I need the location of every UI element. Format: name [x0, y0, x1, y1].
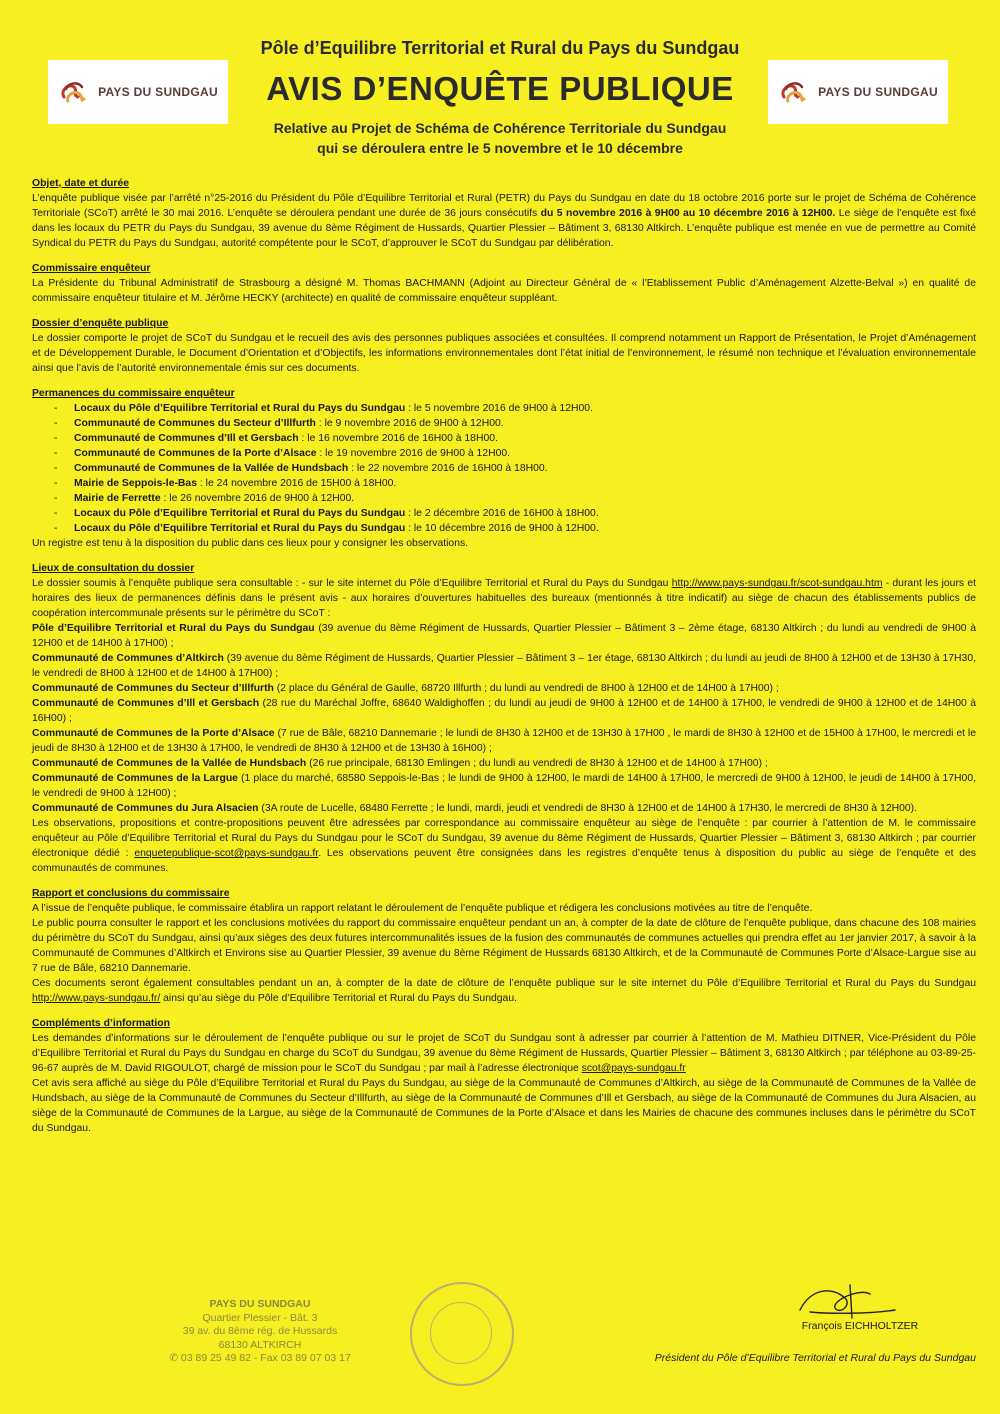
list-item	[54, 401, 976, 416]
permanence-when: : le 16 novembre 2016 de 16H00 à 18H00.	[298, 433, 498, 444]
permanence-place: Communauté de Communes de la Vallée de Hundsbach	[74, 463, 349, 474]
list-item	[32, 696, 976, 726]
signature-icon	[790, 1280, 900, 1320]
rapport-text-1: A l’issue de l’enquête publique, le commissaire établira un rapport relatant le déroulement de l’enquête publique et rédigera les conclusions motivées au titre de l’enquête.	[32, 903, 813, 914]
enquete-email-link[interactable]: enquetepublique-scot@pays-sundgau.fr	[134, 848, 319, 859]
list-item	[32, 756, 976, 771]
list-item	[54, 476, 976, 491]
page-title: AVIS D’ENQUÊTE PUBLIQUE	[266, 70, 734, 107]
signatory-title: Président du Pôle d’Equilibre Territorial et Rural du Pays du Sundgau	[654, 1352, 976, 1364]
section-commissaire-text: La Présidente du Tribunal Administratif de Strasbourg a désigné M. Thomas BACHMANN (Adjoint au Directeur Général de « l’Etablissement Public d’Aménagement Alzette-Belval ») en qualité de commissaire enquêteur titulaire et M. Jérôme HECKY (architecte) en qualité de commissaire enquêteur suppléant.	[32, 278, 976, 304]
scot-email-link[interactable]: scot@pays-sundgau.fr	[581, 1063, 686, 1074]
logo-right-text: PAYS DU SUNDGAU	[818, 85, 938, 99]
place-detail: (39 avenue du 8ème Régiment de Hussards, Quartier Plessier – Bâtiment 3 – 2ème étage, 68130 Altkirch ; du lundi au vendredi de 9H00 à 12H00 et de 14H00 à 17H00) ;	[32, 623, 976, 649]
permanence-when: : le 2 décembre 2016 de 16H00 à 18H00.	[405, 508, 599, 519]
list-item	[32, 651, 976, 681]
observations-text-b: . Les observations peuvent être consignées dans les registres d’enquête tenus à disposition du public au siège de l’enquête et des communautés de communes.	[32, 848, 977, 874]
list-item	[54, 416, 976, 431]
list-item	[54, 521, 976, 536]
objet-text-a: L’enquête publique visée par l’arrêté n°25-2016 du Président du Pôle d’Equilibre Territorial et Rural (PETR) du Pays du Sundgau en date du 18 octobre 2016 porte sur le projet de Schéma de Cohérence Territoriale (SCoT) arrêté le 30 mai 2016. L’enquête se déroulera pendant une durée de 36 jours consécutifs	[32, 193, 976, 219]
list-item	[54, 491, 976, 506]
permanence-place: Mairie de Seppois-le-Bas	[74, 478, 197, 489]
address-stamp	[150, 1298, 370, 1366]
section-dossier-text: Le dossier comporte le projet de SCoT du Sundgau et le recueil des avis des personnes publiques associées et consultées. Il comprend notamment un Rapport de Présentation, le Projet d’Aménagement et de Développement Durable, le Document d’Orientation et d’Objectifs, les informations environnementales dont l’état initial de l’environnement, le résumé non technique et l’évaluation environnementale ainsi que l’avis de l’autorité environnementale émis sur ces documents.	[32, 333, 976, 374]
section-title-commissaire: Commissaire enquêteur	[32, 263, 151, 274]
permanences-list	[32, 401, 976, 536]
place-name: Pôle d’Equilibre Territorial et Rural du Pays du Sundgau	[32, 623, 315, 634]
rapport-text-3b: ainsi qu’au siège du Pôle d’Equilibre Territorial et Rural du Pays du Sundgau.	[160, 993, 517, 1004]
rapport-text-2: Le public pourra consulter le rapport et les conclusions motivées du rapport du commissaire enquêteur pendant un an, à compter de la date de clôture de l’enquête publique, dans chacune des 108 mairies du périmètre du SCoT du Sundgau, ainsi qu’aux sièges des deux futures intercommunalités issues de la fusion des communautés de communes actuelles qui prendra effet au 1er janvier 2017, à savoir à la Communauté de Communes d’Altkirch et Environs sise au Quartier Plessier, 39 avenue du 8ème Régiment de Hussards 68130 Altkirch, et de la Communauté de Communes Porte d’Alsace-Largue sise au 7 rue de Bâle, 68210 Dannemarie.	[32, 918, 976, 974]
permanence-place: Locaux du Pôle d’Equilibre Territorial et Rural du Pays du Sundgau	[74, 403, 406, 414]
permanence-when: : le 22 novembre 2016 de 16H00 à 18H00.	[348, 463, 548, 474]
rapport-text-3a: Ces documents seront également consultables pendant un an, à compter de la date de clôture de l’enquête publique sur le site internet du Pôle d’Equilibre Territorial et Rural du Pays du Sundgau	[32, 978, 976, 989]
stamp-line: 68130 ALTKIRCH	[218, 1338, 302, 1351]
permanence-place: Mairie de Ferrette	[74, 493, 161, 504]
scot-website-link[interactable]: http://www.pays-sundgau.fr/scot-sundgau.htm	[671, 578, 883, 589]
complements-text-1a: Les demandes d’informations sur le déroulement de l’enquête publique ou sur le projet de SCoT du Sundgau sont à adresser par courrier à l’attention de M. Mathieu DITNER, Vice-Président du Pôle d’Equilibre Territorial et Rural du Pays du Sundgau en charge du SCoT du Sundgau, 39 avenue du 8ème Régiment de Hussards, Quartier Plessier – Bâtiment 3, 68130 Altkirch ; par téléphone au 03-89-25-96-67 auprès de M. David RIGOULOT, chargé de mission pour le SCoT du Sundgau ; par mail à l’adresse électronique	[32, 1033, 976, 1074]
place-name: Communauté de Communes de la Porte d’Alsace	[32, 728, 275, 739]
pays-sundgau-logo-icon	[58, 77, 88, 107]
place-detail: (7 rue de Bâle, 68210 Dannemarie ; le lundi de 8H30 à 12H00 et de 13H30 à 17H00 , le mardi de 8H30 à 12H00 et de 15H00 à 17H00, le mercredi et le jeudi de 8H30 à 12H00 et de 13H30 à 17H00, le vendredi de 8H30 à 12H00 et de 13H30 à 16H00) ;	[32, 728, 976, 754]
section-objet-text	[32, 191, 976, 251]
objet-text-c: Le siège de l’enquête est fixé dans les locaux du PETR du Pays du Sundgau, 39 avenue du 8ème Régiment de Hussards, Quartier Plessier – Bâtiment 3, 68130 Altkirch. L’enquête publique est menée en vue de permettre au Comité Syndical du PETR du Pays du Sundgau, autorité compétente pour le SCoT, d’approuver le SCoT du Sundgau par délibération.	[32, 208, 977, 249]
observations-text	[32, 816, 976, 876]
permanence-when: : le 19 novembre 2016 de 9H00 à 12H00.	[316, 448, 511, 459]
permanence-when: : le 24 novembre 2016 de 15H00 à 18H00.	[197, 478, 397, 489]
list-item	[32, 681, 976, 696]
pays-sundgau-website-link[interactable]: http://www.pays-sundgau.fr/	[32, 993, 161, 1004]
section-title-lieux: Lieux de consultation du dossier	[32, 563, 195, 574]
complements-text-1	[32, 1031, 976, 1076]
list-item	[54, 446, 976, 461]
list-item	[32, 726, 976, 756]
permanence-place: Locaux du Pôle d’Equilibre Territorial et Rural du Pays du Sundgau	[74, 523, 406, 534]
subtitle-line-1: Relative au Projet de Schéma de Cohérence Territoriale du Sundgau	[273, 120, 727, 136]
place-name: Communauté de Communes d’Ill et Gersbach	[32, 698, 260, 709]
official-seal-icon	[410, 1282, 514, 1386]
place-detail: (2 place du Général de Gaulle, 68720 Illfurth ; du lundi au vendredi de 8H00 à 12H00 et de 14H00 à 17H00) ;	[273, 683, 779, 694]
place-name: Communauté de Communes du Secteur d’Illfurth	[32, 683, 274, 694]
permanence-place: Communauté de Communes de la Porte d’Alsace	[74, 448, 317, 459]
stamp-line: ✆ 03 89 25 49 82 - Fax 03 89 07 03 17	[169, 1352, 351, 1364]
rapport-text-3	[32, 976, 976, 1006]
notice-body	[32, 176, 976, 1136]
observations-text-a: Les observations, propositions et contre-propositions peuvent être adressées par correspondance au commissaire enquêteur au siège de l’enquête : par courrier à l’attention de M. le commissaire enquêteur au Pôle d’Equilibre Territorial et Rural du Pays du Sundgau pour le SCoT du Sundgau, 39 avenue du 8ème Régiment de Hussards, Quartier Plessier – Bâtiment 3, 68130 Altkirch ; par courrier électronique dédié :	[32, 818, 976, 859]
place-name: Communauté de Communes d’Altkirch	[32, 653, 224, 664]
place-name: Communauté de Communes du Jura Alsacien	[32, 803, 259, 814]
place-detail: (39 avenue du 8ème Régiment de Hussards, Quartier Plessier – Bâtiment 3 – 1er étage, 68130 Altkirch ; du lundi au jeudi de 8H00 à 12H00 et de 13H30 à 17H30, le vendredi de 8H00 à 12H00 et de 14H00 à 17H00) ;	[32, 653, 976, 679]
section-title-complements: Compléments d’information	[32, 1018, 170, 1029]
lieux-intro-b: - durant les jours et horaires des lieux de permanences définis dans le présent avis - aux horaires d’ouvertures habituelles des bureaux (mentionnés à titre indicatif) au siège de chacun des établissements publics de coopération intercommunale présents sur le périmètre du SCoT :	[32, 578, 976, 619]
section-title-dossier: Dossier d’enquête publique	[32, 318, 169, 329]
complements-text-2: Cet avis sera affiché au siège du Pôle d’Equilibre Territorial et Rural du Pays du Sundgau, au siège de la Communauté de Communes d’Altkirch, au siège de la Communauté de Communes de la Vallée de Hundsbach, au siège de la Communauté de Communes du Secteur d’Illfurth, au siège de la Communauté de Communes d’Ill et Gersbach, au siège de la Communauté de Communes du Jura Alsacien, au siège de la Communauté de Communes de la Largue, au siège de la Communauté de Communes de la Porte d’Alsace et dans les Mairies de chacune des communes incluses dans le périmètre du SCoT du Sundgau.	[32, 1078, 976, 1134]
stamp-line: Quartier Plessier - Bât. 3	[202, 1311, 318, 1324]
permanence-place: Communauté de Communes d’Ill et Gersbach	[74, 433, 299, 444]
section-title-rapport: Rapport et conclusions du commissaire	[32, 888, 230, 899]
permanence-when: : le 5 novembre 2016 de 9H00 à 12H00.	[405, 403, 593, 414]
lieux-intro-a: Le dossier soumis à l’enquête publique sera consultable : - sur le site internet du Pôle d’Equilibre Territorial et Rural du Pays du Sundgau	[32, 578, 672, 589]
logo-left-text: PAYS DU SUNDGAU	[98, 85, 218, 99]
stamp-line: PAYS DU SUNDGAU	[209, 1298, 311, 1310]
section-title-objet: Objet, date et durée	[32, 178, 130, 189]
permanence-when: : le 26 novembre 2016 de 9H00 à 12H00.	[160, 493, 355, 504]
permanence-when: : le 9 novembre 2016 de 9H00 à 12H00.	[315, 418, 504, 429]
permanence-when: : le 10 décembre 2016 de 9H00 à 12H00.	[405, 523, 599, 534]
place-name: Communauté de Communes de la Vallée de Hundsbach	[32, 758, 307, 769]
permanences-registre: Un registre est tenu à la disposition du public dans ces lieux pour y consigner les observations.	[32, 538, 469, 549]
lieux-intro	[32, 576, 976, 621]
permanence-place: Communauté de Communes du Secteur d’Illfurth	[74, 418, 316, 429]
signatory-name: François EICHHOLTZER	[801, 1320, 919, 1332]
place-detail: (28 rue du Maréchal Joffre, 68640 Waldighoffen ; du lundi au jeudi de 9H00 à 12H00 et de 14H00 à 17H00, le vendredi de 9H00 à 12H00 et de 14H00 à 16H00) ;	[32, 698, 976, 724]
permanence-place: Locaux du Pôle d’Equilibre Territorial et Rural du Pays du Sundgau	[74, 508, 406, 519]
list-item	[54, 431, 976, 446]
list-item	[32, 621, 976, 651]
place-name: Communauté de Communes de la Largue	[32, 773, 238, 784]
place-detail: (1 place du marché, 68580 Seppois-le-Bas ; le lundi de 9H00 à 12H00, le mardi de 14H00 à 17H00, le mercredi de 9H00 à 12H00, le jeudi de 14H00 à 17H00, le vendredi de 9H00 à 12H00) ;	[32, 773, 976, 799]
seal-inner	[430, 1302, 492, 1364]
list-item	[32, 771, 976, 801]
organization-name: Pôle d’Equilibre Territorial et Rural du Pays du Sundgau	[260, 38, 740, 58]
list-item	[54, 461, 976, 476]
subtitle-line-2: qui se déroulera entre le 5 novembre et le 10 décembre	[317, 140, 683, 156]
list-item	[32, 801, 976, 816]
list-item	[54, 506, 976, 521]
place-detail: (3A route de Lucelle, 68480 Ferrette ; le lundi, mardi, jeudi et vendredi de 8H30 à 12H00 et de 14H00 à 17H30, le mercredi de 8H30 à 12H00).	[258, 803, 918, 814]
stamp-line: 39 av. du 8ème rég. de Hussards	[182, 1325, 338, 1337]
section-title-permanences: Permanences du commissaire enquêteur	[32, 388, 235, 399]
place-detail: (26 rue principale, 68130 Emlingen ; du lundi au vendredi de 8H30 à 12H00 et de 14H00 à 17H00) ;	[306, 758, 768, 769]
objet-dates: du 5 novembre 2016 à 9H00 au 10 décembre 2016 à 12H00.	[540, 208, 836, 219]
